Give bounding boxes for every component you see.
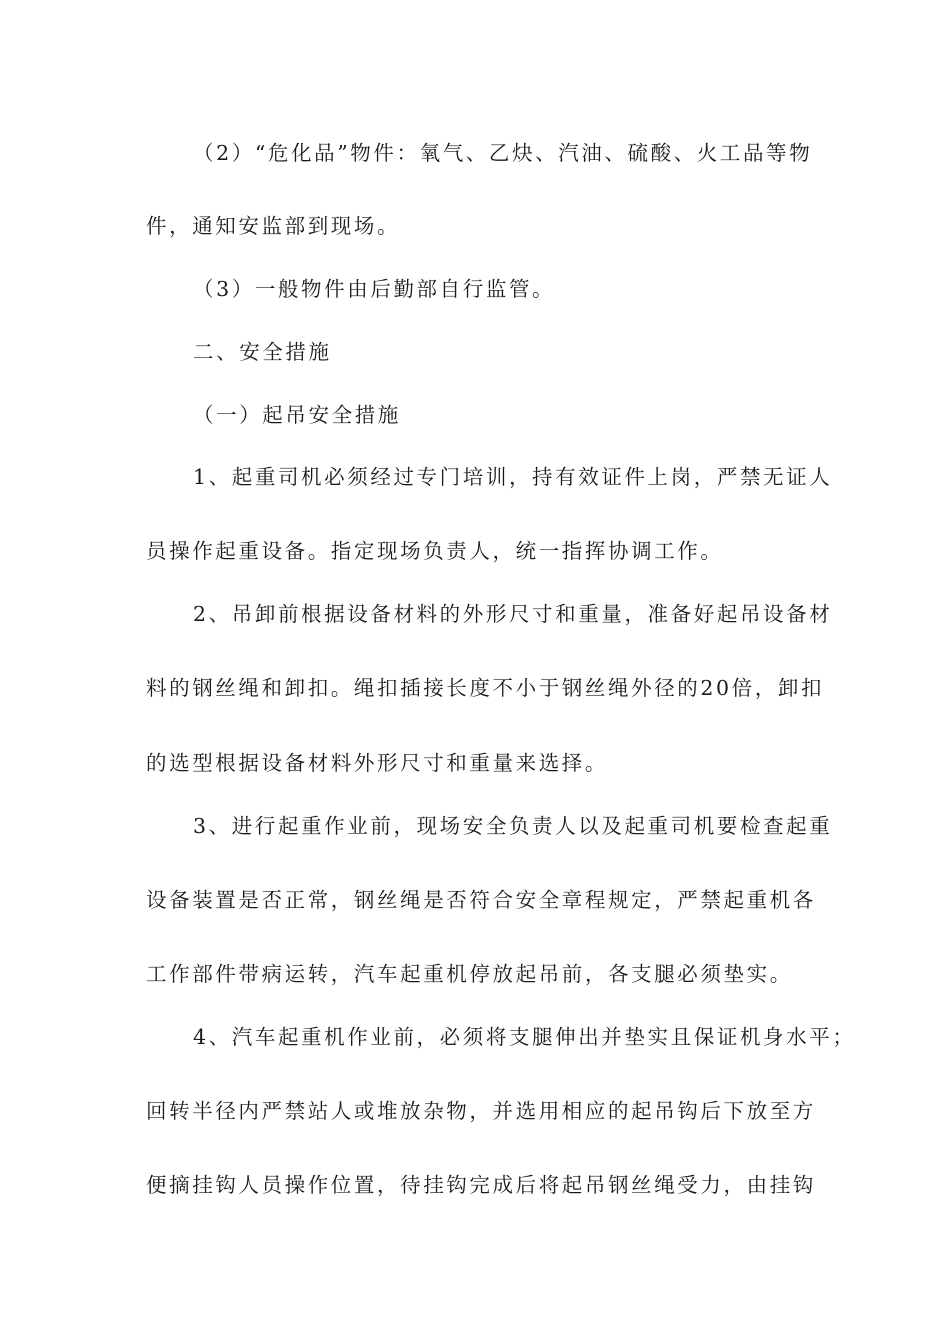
text-line: 工作部件带病运转，汽车起重机停放起吊前，各支腿必须垫实。: [146, 962, 793, 986]
subsection-heading: （一）起吊安全措施: [193, 403, 401, 427]
text-line: 回转半径内严禁站人或堆放杂物，并选用相应的起吊钩后下放至方: [146, 1099, 816, 1123]
text-line: 3、进行起重作业前，现场安全负责人以及起重司机要检查起重: [193, 814, 833, 838]
text-line: 便摘挂钩人员操作位置，待挂钩完成后将起吊钢丝绳受力，由挂钩: [146, 1173, 816, 1197]
text-line: 件，通知安监部到现场。: [146, 214, 401, 238]
text-line: 料的钢丝绳和卸扣。绳扣插接长度不小于钢丝绳外径的20倍，卸扣: [146, 676, 825, 700]
text-line: 4、汽车起重机作业前，必须将支腿伸出并垫实且保证机身水平；: [193, 1025, 856, 1049]
text-line: 1、起重司机必须经过专门培训，持有效证件上岗，严禁无证人: [193, 465, 833, 489]
text-line: 设备装置是否正常，钢丝绳是否符合安全章程规定，严禁起重机各: [146, 888, 816, 912]
text-line: 的选型根据设备材料外形尺寸和重量来选择。: [146, 751, 608, 775]
text-line: 员操作起重设备。指定现场负责人，统一指挥协调工作。: [146, 539, 724, 563]
section-heading: 二、安全措施: [193, 340, 332, 364]
text-line: （2）“危化品”物件：氧气、乙炔、汽油、硫酸、火工品等物: [193, 141, 813, 165]
text-line: （3）一般物件由后勤部自行监管。: [193, 277, 556, 301]
text-line: 2、吊卸前根据设备材料的外形尺寸和重量，准备好起吊设备材: [193, 602, 833, 626]
